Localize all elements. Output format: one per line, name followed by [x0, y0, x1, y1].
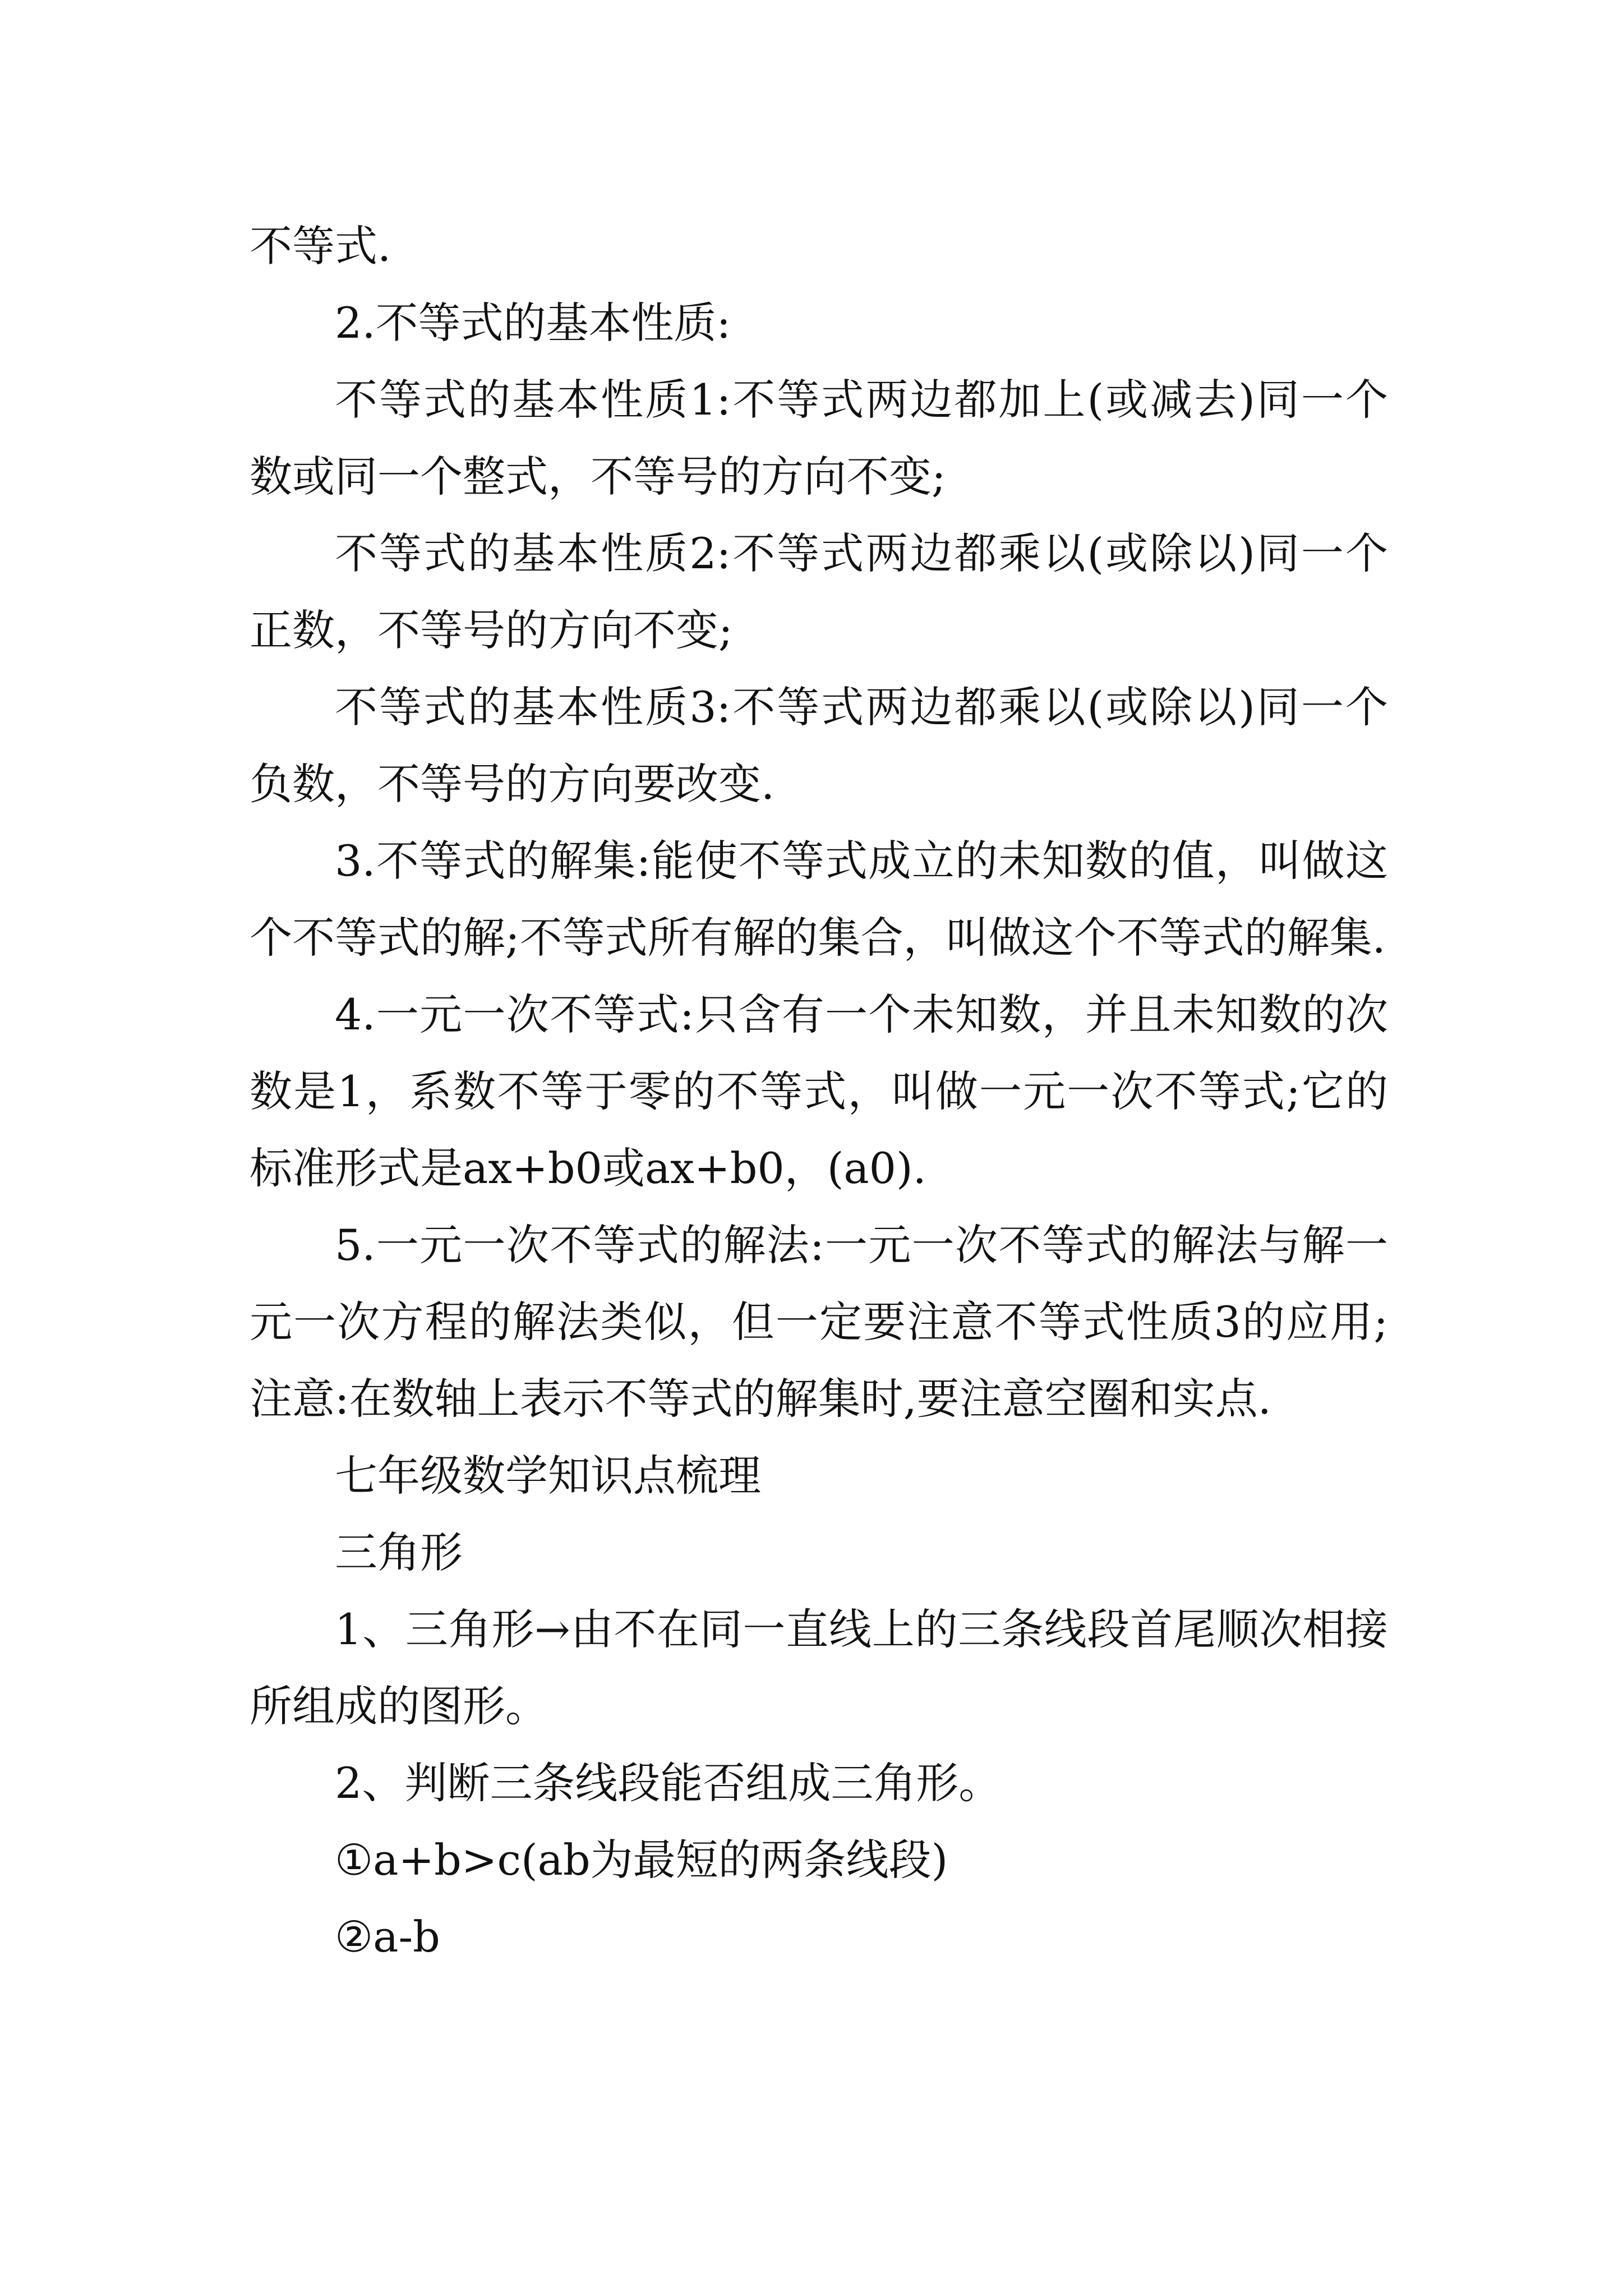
list-item-condition-2: ②a-b: [335, 1912, 440, 1962]
paragraph-inequality-end: 不等式.: [250, 221, 391, 271]
paragraph-triangle-definition: 1、三角形→由不在同一直线上的三条线段首尾顺次相接所组成的图形。: [250, 1604, 1388, 1731]
paragraph-linear-inequality: 4.一元一次不等式:只含有一个未知数，并且未知数的次数是1，系数不等于零的不等式，叫做一元一次不等式;它的标准形式是ax+b0或ax+b0，(a0).: [250, 990, 1388, 1193]
paragraph-triangle-condition: 2、判断三条线段能否组成三角形。: [335, 1758, 1002, 1808]
paragraph-property-1: 不等式的基本性质1:不等式两边都加上(或减去)同一个数或同一个整式，不等号的方向不变;: [250, 375, 1388, 501]
paragraph-solution-set: 3.不等式的解集:能使不等式成立的未知数的值，叫做这个不等式的解;不等式所有解的集合，叫做这个不等式的解集.: [250, 836, 1388, 963]
document-body: [250, 208, 1388, 1975]
paragraph-solving-method: 5.一元一次不等式的解法:一元一次不等式的解法与解一元一次方程的解法类似，但一定要注意不等式性质3的应用;注意:在数轴上表示不等式的解集时,要注意空圈和实点.: [250, 1220, 1388, 1424]
section-subtitle-triangle: 三角形: [335, 1527, 463, 1577]
list-item-condition-1: ①a+b>c(ab为最短的两条线段): [335, 1835, 948, 1885]
paragraph-property-3: 不等式的基本性质3:不等式两边都乘以(或除以)同一个负数，不等号的方向要改变.: [250, 682, 1388, 809]
paragraph-property-2: 不等式的基本性质2:不等式两边都乘以(或除以)同一个正数，不等号的方向不变;: [250, 528, 1388, 655]
section-title: 七年级数学知识点梳理: [335, 1451, 761, 1501]
paragraph-basic-properties-heading: 2.不等式的基本性质:: [335, 298, 731, 348]
